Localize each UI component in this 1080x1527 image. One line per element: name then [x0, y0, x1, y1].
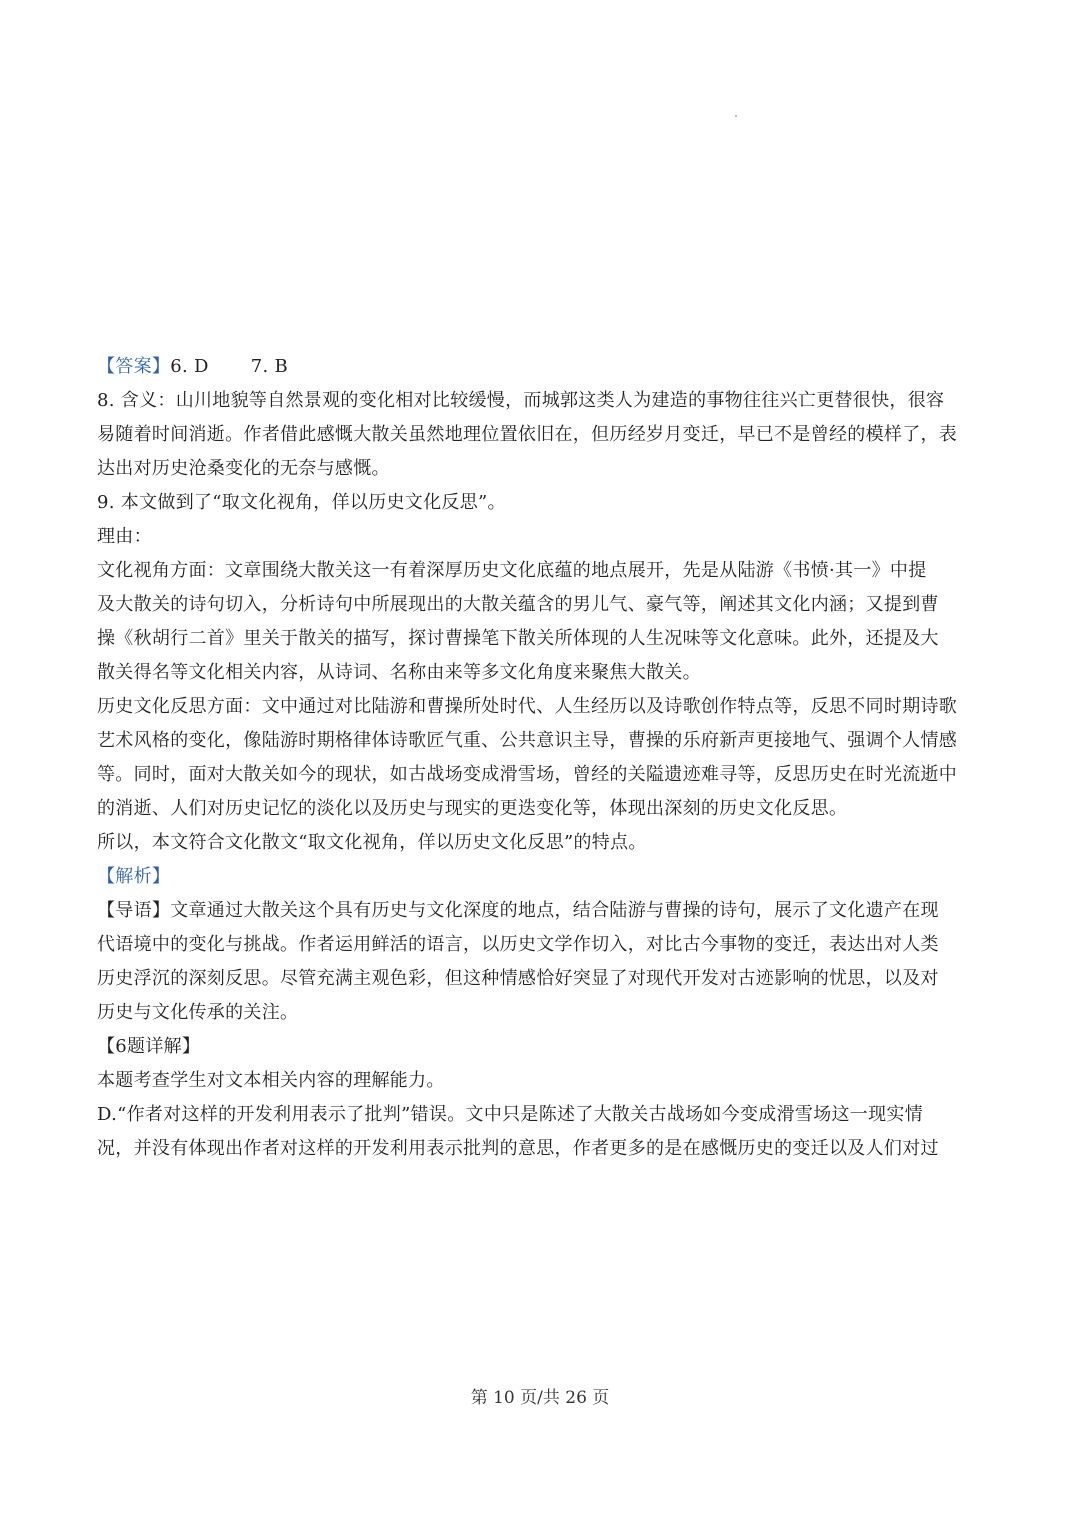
analysis-heading — [97, 860, 987, 894]
q6-detail-line: 本题考查学生对文本相关内容的理解能力。 — [97, 1070, 445, 1091]
q8-answer — [97, 384, 987, 486]
q9-line: 等。同时，面对大散关如今的现状，如古战场变成滑雪场，曾经的关隘遗迹难寻等，反思历史在时光流逝中 — [97, 764, 958, 785]
answer-row — [97, 350, 987, 384]
q9-answer — [97, 486, 987, 860]
scan-speck — [735, 115, 737, 117]
intro-line: 历史浮沉的深刻反思。尽管充满主观色彩，但这种情感恰好突显了对现代开发对古迹影响的忧思，以及对 — [97, 968, 939, 989]
q8-line: 8. 含义：山川地貌等自然景观的变化相对比较缓慢，而城郭这类人为建造的事物往往兴亡更替很快，很容 — [97, 390, 945, 411]
q9-line: 及大散关的诗句切入，分析诗句中所展现出的大散关蕴含的男儿气、豪气等，阐述其文化内涵；又提到曹 — [97, 594, 939, 615]
q6-detail-section — [97, 1030, 987, 1166]
q8-line: 易随着时间消逝。作者借此感慨大散关虽然地理位置依旧在，但历经岁月变迁，早已不是曾经的模样了，表 — [97, 424, 958, 445]
answer-label: 【答案】 — [97, 356, 171, 377]
q8-line: 达出对历史沧桑变化的无奈与感慨。 — [97, 458, 390, 479]
q9-line: 所以，本文符合文化散文“取文化视角，佯以历史文化反思”的特点。 — [97, 832, 647, 853]
intro-line: 代语境中的变化与挑战。作者运用鲜活的语言，以历史文学作切入，对比古今事物的变迁，表达出对人类 — [97, 934, 939, 955]
q9-line: 理由： — [97, 526, 152, 547]
intro-label: 【导语】 — [97, 900, 171, 921]
intro-text: 文章通过大散关这个具有历史与文化深度的地点，结合陆游与曹操的诗句，展示了文化遗产在现 — [170, 900, 939, 921]
document-body — [97, 350, 987, 1166]
intro-line — [97, 894, 987, 928]
q9-line: 操《秋胡行二首》里关于散关的描写，探讨曹操笔下散关所体现的人生况味等文化意味。此外，还提及大 — [97, 628, 939, 649]
intro-section — [97, 894, 987, 1030]
q9-line: 的消逝、人们对历史记忆的淡化以及历史与现实的更迭变化等，体现出深刻的历史文化反思。 — [97, 798, 848, 819]
q9-line: 历史文化反思方面：文中通过对比陆游和曹操所处时代、人生经历以及诗歌创作特点等，反思不同时期诗歌 — [97, 696, 958, 717]
answer-item-6: 6. D — [170, 356, 209, 377]
q6-detail-line: 况，并没有体现出作者对这样的开发利用表示批判的意思，作者更多的是在感慨历史的变迁以及人们对过 — [97, 1138, 939, 1159]
q6-detail-label: 【6题详解】 — [97, 1036, 201, 1057]
q9-line: 散关得名等文化相关内容，从诗词、名称由来等多文化角度来聚焦大散关。 — [97, 662, 701, 683]
intro-line: 历史与文化传承的关注。 — [97, 1002, 299, 1023]
q9-line: 文化视角方面：文章围绕大散关这一有着深厚历史文化底蕴的地点展开，先是从陆游《书愤·其一》中提 — [97, 560, 927, 581]
q6-detail-line: D.“作者对这样的开发利用表示了批判”错误。文中只是陈述了大散关古战场如今变成滑雪场这一现实情 — [97, 1104, 924, 1125]
q9-line: 9. 本文做到了“取文化视角，佯以历史文化反思”。 — [97, 492, 506, 513]
q9-line: 艺术风格的变化，像陆游时期格律体诗歌匠气重、公共意识主导，曹操的乐府新声更接地气、强调个人情感 — [97, 730, 958, 751]
answer-item-7: 7. B — [250, 356, 289, 377]
analysis-label: 【解析】 — [97, 866, 171, 887]
page-number: 第 10 页/共 26 页 — [470, 1388, 610, 1408]
